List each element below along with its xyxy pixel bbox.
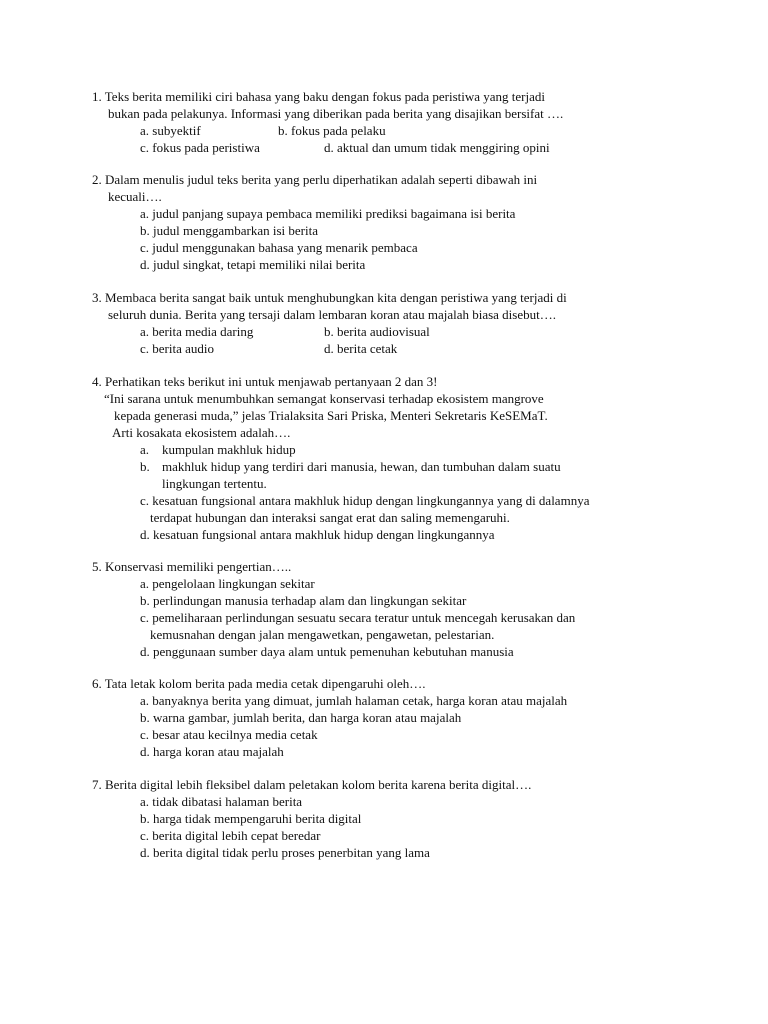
- question-text: kecuali….: [108, 189, 162, 204]
- question-text: Konservasi memiliki pengertian…..: [105, 559, 292, 574]
- option-c-continuation: terdapat hubungan dan interaksi sangat erat dan saling memengaruhi.: [150, 510, 510, 525]
- option-c-continuation: kemusnahan dengan jalan mengawetkan, pengawetan, pelestarian.: [150, 627, 495, 642]
- option-b: b. warna gambar, jumlah berita, dan harga koran atau majalah: [140, 710, 462, 725]
- option-row: [92, 122, 692, 139]
- quote-text: kepada generasi muda,” jelas Trialaksita Sari Priska, Menteri Sekretaris KeSEMaT.: [114, 408, 548, 423]
- option-b: b. berita audiovisual: [324, 324, 430, 339]
- option-a: a. banyaknya berita yang dimuat, jumlah halaman cetak, harga koran atau majalah: [140, 693, 568, 708]
- question-2: [92, 171, 692, 273]
- question-number: 6.: [92, 676, 102, 691]
- question-4: [92, 373, 692, 543]
- option-d: d. kesatuan fungsional antara makhluk hidup dengan lingkungannya: [140, 527, 495, 542]
- question-text: Tata letak kolom berita pada media cetak dipengaruhi oleh….: [104, 676, 426, 691]
- question-text: Membaca berita sangat baik untuk menghubungkan kita dengan peristiwa yang terjadi di: [105, 290, 567, 305]
- question-number: 4.: [92, 374, 102, 389]
- option-c: c. berita audio: [140, 341, 214, 356]
- question-text: bukan pada pelakunya. Informasi yang diberikan pada berita yang disajikan bersifat ….: [108, 106, 564, 121]
- quote-text: “Ini sarana untuk menumbuhkan semangat konservasi terhadap ekosistem mangrove: [104, 391, 544, 406]
- question-text: Berita digital lebih fleksibel dalam peletakan kolom berita karena berita digital….: [105, 777, 532, 792]
- option-c: c. fokus pada peristiwa: [140, 140, 260, 155]
- option-d: d. berita cetak: [324, 341, 398, 356]
- option-a: a. pengelolaan lingkungan sekitar: [140, 576, 315, 591]
- option-row: [92, 340, 692, 357]
- option-c: c. judul menggunakan bahasa yang menarik pembaca: [140, 240, 418, 255]
- option-b: b. perlindungan manusia terhadap alam dan lingkungan sekitar: [140, 593, 467, 608]
- option-c: c. pemeliharaan perlindungan sesuatu secara teratur untuk mencegah kerusakan dan: [140, 610, 576, 625]
- question-prompt: Arti kosakata ekosistem adalah….: [112, 425, 291, 440]
- question-text: Teks berita memiliki ciri bahasa yang baku dengan fokus pada peristiwa yang terjadi: [104, 89, 545, 104]
- option-text: makhluk hidup yang terdiri dari manusia, hewan, dan tumbuhan dalam suatu: [162, 459, 561, 474]
- question-number: 7.: [92, 777, 102, 792]
- option-c: c. berita digital lebih cepat beredar: [140, 828, 321, 843]
- question-text: Perhatikan teks berikut ini untuk menjawab pertanyaan 2 dan 3!: [105, 374, 438, 389]
- option-a: a. subyektif: [140, 123, 201, 138]
- option-c: c. kesatuan fungsional antara makhluk hidup dengan lingkungannya yang di dalamnya: [140, 493, 590, 508]
- option-row: [92, 139, 692, 156]
- option-d: d. berita digital tidak perlu proses penerbitan yang lama: [140, 845, 430, 860]
- question-5: [92, 558, 692, 660]
- option-b-continuation: lingkungan tertentu.: [162, 476, 267, 491]
- question-text: seluruh dunia. Berita yang tersaji dalam lembaran koran atau majalah biasa disebut….: [108, 307, 556, 322]
- option-a: a. tidak dibatasi halaman berita: [140, 794, 303, 809]
- option-text: kumpulan makhluk hidup: [162, 442, 296, 457]
- option-b: [92, 458, 692, 475]
- option-row: [92, 323, 692, 340]
- question-number: 5.: [92, 559, 102, 574]
- question-7: [92, 776, 692, 861]
- question-3: [92, 289, 692, 357]
- option-b: b. fokus pada pelaku: [278, 123, 386, 138]
- question-6: [92, 675, 692, 760]
- option-a: a. judul panjang supaya pembaca memiliki prediksi bagaimana isi berita: [140, 206, 516, 221]
- question-number: 1.: [92, 89, 102, 104]
- option-letter: a.: [140, 442, 150, 457]
- option-a: a. berita media daring: [140, 324, 254, 339]
- option-letter: b.: [140, 459, 150, 474]
- option-d: d. penggunaan sumber daya alam untuk pemenuhan kebutuhan manusia: [140, 644, 514, 659]
- option-d: d. aktual dan umum tidak menggiring opini: [324, 140, 550, 155]
- option-d: d. judul singkat, tetapi memiliki nilai berita: [140, 257, 366, 272]
- option-b: b. judul menggambarkan isi berita: [140, 223, 318, 238]
- option-c: c. besar atau kecilnya media cetak: [140, 727, 318, 742]
- option-d: d. harga koran atau majalah: [140, 744, 284, 759]
- question-number: 3.: [92, 290, 102, 305]
- question-1: [92, 88, 692, 156]
- question-text: Dalam menulis judul teks berita yang perlu diperhatikan adalah seperti dibawah ini: [105, 172, 538, 187]
- option-b: b. harga tidak mempengaruhi berita digital: [140, 811, 362, 826]
- option-a: [92, 441, 692, 458]
- question-number: 2.: [92, 172, 102, 187]
